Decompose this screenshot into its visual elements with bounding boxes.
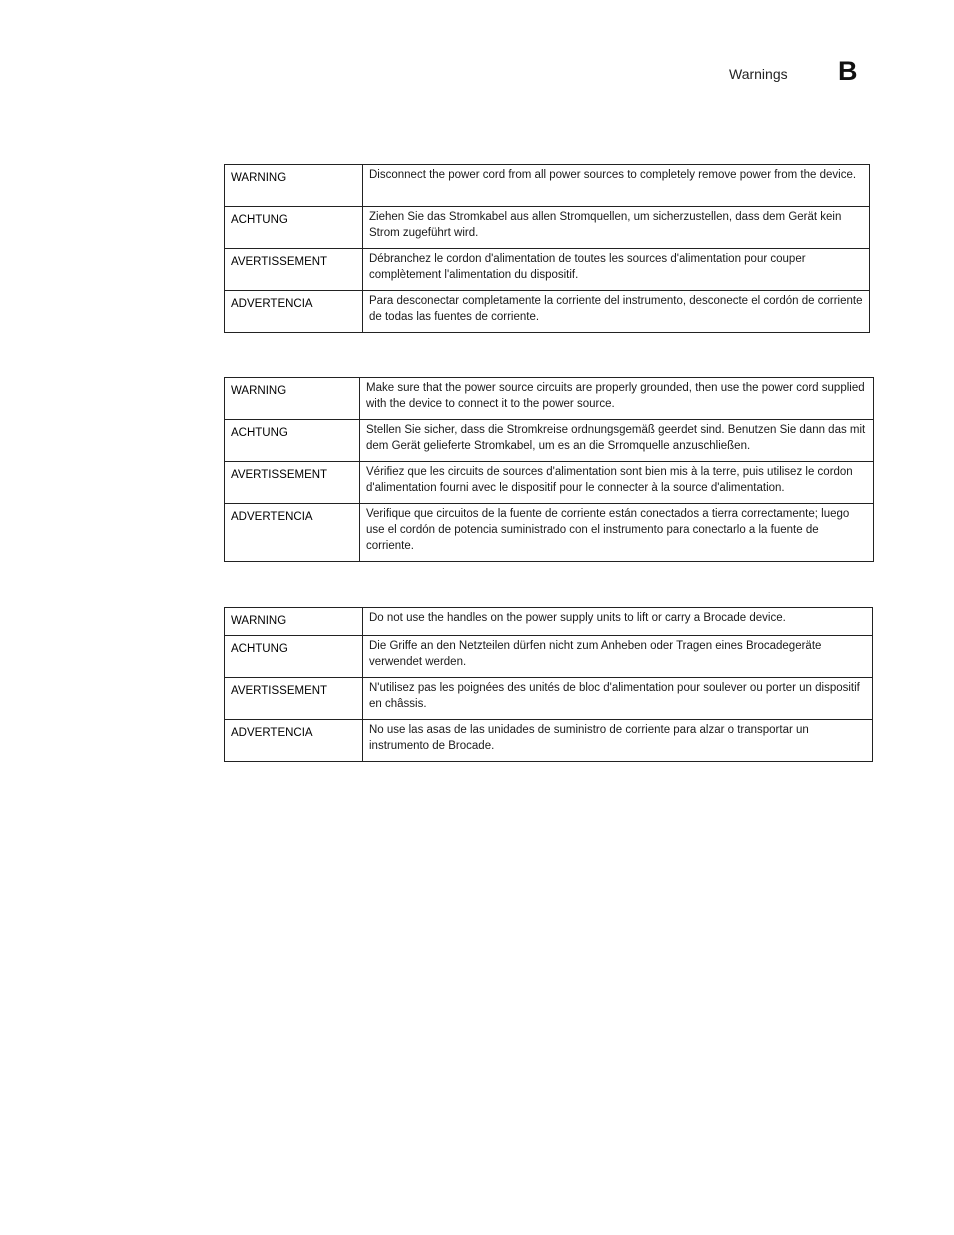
- warning-text: Stellen Sie sicher, dass die Stromkreise ordnungsgemäß geerdet sind. Benutzen Sie dann das mit dem Gerät gelieferte Stromkabel, um es an die Srromquelle anzuschließen.: [360, 420, 874, 462]
- table-row: [225, 378, 874, 420]
- table-row: [225, 165, 870, 207]
- table-row: [225, 608, 873, 636]
- warning-label: AVERTISSEMENT: [225, 249, 363, 291]
- table-row: [225, 249, 870, 291]
- warning-table-grounding: [224, 377, 874, 562]
- warning-label: WARNING: [225, 165, 363, 207]
- warning-table-power-disconnect: [224, 164, 870, 333]
- warning-text: Débranchez le cordon d'alimentation de toutes les sources d'alimentation pour couper complètement l'alimentation du dispositif.: [363, 249, 870, 291]
- table-row: [225, 504, 874, 562]
- warning-text: N'utilisez pas les poignées des unités de bloc d'alimentation pour soulever ou porter un dispositif en châssis.: [363, 678, 873, 720]
- warning-text: Disconnect the power cord from all power sources to completely remove power from the device.: [363, 165, 870, 207]
- warning-text: Para desconectar completamente la corriente del instrumento, desconecte el cordón de corriente de todas las fuentes de corriente.: [363, 291, 870, 333]
- warning-label: AVERTISSEMENT: [225, 462, 360, 504]
- page-header: [0, 56, 954, 90]
- warning-label: WARNING: [225, 608, 363, 636]
- table-row: [225, 207, 870, 249]
- section-name: Warnings: [729, 66, 788, 82]
- warning-label: ADVERTENCIA: [225, 504, 360, 562]
- table-row: [225, 720, 873, 762]
- warning-text: No use las asas de las unidades de suministro de corriente para alzar o transportar un instrumento de Brocade.: [363, 720, 873, 762]
- warning-label: ACHTUNG: [225, 420, 360, 462]
- warning-text: Do not use the handles on the power supply units to lift or carry a Brocade device.: [363, 608, 873, 636]
- table-row: [225, 291, 870, 333]
- warning-table-handles: [224, 607, 873, 762]
- warning-text: Make sure that the power source circuits are properly grounded, then use the power cord supplied with the device to connect it to the power source.: [360, 378, 874, 420]
- table-row: [225, 462, 874, 504]
- warning-label: ADVERTENCIA: [225, 720, 363, 762]
- warning-text: Die Griffe an den Netzteilen dürfen nicht zum Anheben oder Tragen eines Brocadegeräte verwendet werden.: [363, 636, 873, 678]
- table-row: [225, 420, 874, 462]
- warning-label: WARNING: [225, 378, 360, 420]
- table-row: [225, 636, 873, 678]
- warning-text: Vérifiez que les circuits de sources d'alimentation sont bien mis à la terre, puis utilisez le cordon d'alimentation fourni avec le dispositif pour le connecter à la source d'alimentation.: [360, 462, 874, 504]
- warning-label: AVERTISSEMENT: [225, 678, 363, 720]
- warning-label: ACHTUNG: [225, 636, 363, 678]
- appendix-letter: B: [838, 56, 858, 86]
- warning-label: ADVERTENCIA: [225, 291, 363, 333]
- warning-text: Ziehen Sie das Stromkabel aus allen Stromquellen, um sicherzustellen, dass dem Gerät kein Strom zugeführt wird.: [363, 207, 870, 249]
- table-row: [225, 678, 873, 720]
- warning-label: ACHTUNG: [225, 207, 363, 249]
- warning-text: Verifique que circuitos de la fuente de corriente están conectados a tierra correctamente; luego use el cordón de potencia suministrado con el instrumento para conectarlo a la fuente de corriente.: [360, 504, 874, 562]
